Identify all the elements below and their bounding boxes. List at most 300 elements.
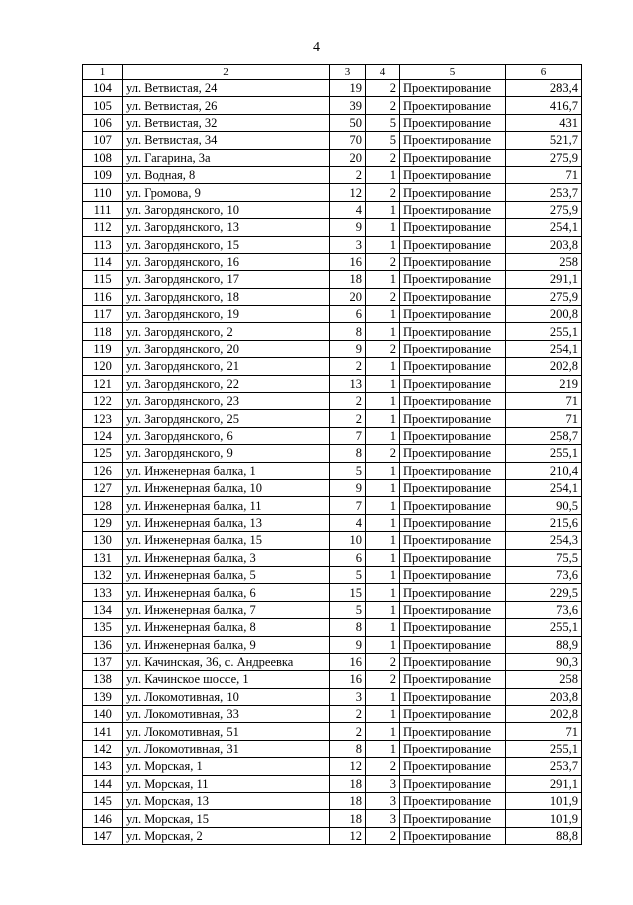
col-3-cell: 9 [330,219,366,236]
row-number-cell: 104 [83,80,123,97]
area-cell: 275,9 [506,288,582,305]
stage-cell: Проектирование [400,201,506,218]
col-4-cell: 1 [366,619,400,636]
col-3-cell: 9 [330,636,366,653]
stage-cell: Проектирование [400,375,506,392]
address-cell: ул. Морская, 2 [123,827,330,844]
stage-cell: Проектирование [400,793,506,810]
row-number-cell: 142 [83,740,123,757]
stage-cell: Проектирование [400,236,506,253]
stage-cell: Проектирование [400,114,506,131]
header-col-1: 1 [83,65,123,80]
stage-cell: Проектирование [400,688,506,705]
col-3-cell: 13 [330,375,366,392]
area-cell: 200,8 [506,306,582,323]
stage-cell: Проектирование [400,340,506,357]
table-row [83,514,582,531]
address-cell: ул. Качинская, 36, с. Андреевка [123,653,330,670]
table-row [83,706,582,723]
table-row [83,340,582,357]
stage-cell: Проектирование [400,132,506,149]
row-number-cell: 115 [83,271,123,288]
housing-table [82,64,582,845]
area-cell: 255,1 [506,323,582,340]
address-cell: ул. Ветвистая, 24 [123,80,330,97]
stage-cell: Проектирование [400,601,506,618]
table-row [83,149,582,166]
col-3-cell: 6 [330,306,366,323]
row-number-cell: 147 [83,827,123,844]
col-3-cell: 7 [330,427,366,444]
address-cell: ул. Ветвистая, 26 [123,97,330,114]
col-4-cell: 2 [366,149,400,166]
row-number-cell: 144 [83,775,123,792]
stage-cell: Проектирование [400,584,506,601]
table-row [83,740,582,757]
area-cell: 75,5 [506,549,582,566]
area-cell: 254,1 [506,340,582,357]
address-cell: ул. Загордянского, 25 [123,410,330,427]
table-row [83,758,582,775]
table-row [83,653,582,670]
address-cell: ул. Инженерная балка, 9 [123,636,330,653]
table-row [83,80,582,97]
col-4-cell: 1 [366,688,400,705]
area-cell: 202,8 [506,706,582,723]
row-number-cell: 107 [83,132,123,149]
address-cell: ул. Загордянского, 21 [123,358,330,375]
area-cell: 258 [506,253,582,270]
row-number-cell: 125 [83,445,123,462]
address-cell: ул. Водная, 8 [123,166,330,183]
address-cell: ул. Загордянского, 20 [123,340,330,357]
stage-cell: Проектирование [400,97,506,114]
area-cell: 258,7 [506,427,582,444]
col-3-cell: 9 [330,479,366,496]
row-number-cell: 121 [83,375,123,392]
table-row [83,636,582,653]
col-4-cell: 1 [366,166,400,183]
address-cell: ул. Загордянского, 23 [123,393,330,410]
area-cell: 431 [506,114,582,131]
area-cell: 521,7 [506,132,582,149]
col-3-cell: 8 [330,323,366,340]
row-number-cell: 138 [83,671,123,688]
address-cell: ул. Загордянского, 18 [123,288,330,305]
col-4-cell: 1 [366,271,400,288]
col-3-cell: 20 [330,288,366,305]
col-4-cell: 1 [366,323,400,340]
stage-cell: Проектирование [400,827,506,844]
col-3-cell: 39 [330,97,366,114]
col-4-cell: 1 [366,393,400,410]
row-number-cell: 140 [83,706,123,723]
address-cell: ул. Инженерная балка, 8 [123,619,330,636]
col-4-cell: 2 [366,445,400,462]
area-cell: 254,3 [506,532,582,549]
row-number-cell: 132 [83,566,123,583]
table-row [83,775,582,792]
stage-cell: Проектирование [400,271,506,288]
col-3-cell: 8 [330,619,366,636]
area-cell: 101,9 [506,793,582,810]
col-3-cell: 12 [330,184,366,201]
row-number-cell: 119 [83,340,123,357]
area-cell: 219 [506,375,582,392]
address-cell: ул. Инженерная балка, 1 [123,462,330,479]
area-cell: 291,1 [506,271,582,288]
area-cell: 202,8 [506,358,582,375]
row-number-cell: 120 [83,358,123,375]
stage-cell: Проектирование [400,566,506,583]
table-row [83,271,582,288]
table-row [83,306,582,323]
table-row [83,393,582,410]
col-4-cell: 3 [366,793,400,810]
col-4-cell: 5 [366,132,400,149]
address-cell: ул. Загордянского, 16 [123,253,330,270]
col-4-cell: 5 [366,114,400,131]
table-row [83,201,582,218]
col-4-cell: 1 [366,375,400,392]
address-cell: ул. Загордянского, 15 [123,236,330,253]
stage-cell: Проектирование [400,636,506,653]
col-4-cell: 1 [366,201,400,218]
header-col-6: 6 [506,65,582,80]
area-cell: 275,9 [506,201,582,218]
area-cell: 71 [506,166,582,183]
table-row [83,584,582,601]
table-row [83,375,582,392]
area-cell: 275,9 [506,149,582,166]
col-4-cell: 1 [366,549,400,566]
table-row [83,97,582,114]
row-number-cell: 127 [83,479,123,496]
col-3-cell: 2 [330,358,366,375]
table-row [83,671,582,688]
area-cell: 88,8 [506,827,582,844]
row-number-cell: 108 [83,149,123,166]
table-row [83,427,582,444]
address-cell: ул. Локомотивная, 10 [123,688,330,705]
stage-cell: Проектирование [400,219,506,236]
address-cell: ул. Морская, 15 [123,810,330,827]
row-number-cell: 135 [83,619,123,636]
col-3-cell: 16 [330,653,366,670]
col-3-cell: 18 [330,793,366,810]
col-3-cell: 2 [330,393,366,410]
table-row [83,462,582,479]
area-cell: 71 [506,393,582,410]
table-row [83,619,582,636]
col-4-cell: 2 [366,340,400,357]
row-number-cell: 130 [83,532,123,549]
col-3-cell: 2 [330,706,366,723]
col-4-cell: 3 [366,810,400,827]
row-number-cell: 133 [83,584,123,601]
table-row [83,236,582,253]
col-4-cell: 1 [366,636,400,653]
address-cell: ул. Загордянского, 2 [123,323,330,340]
row-number-cell: 126 [83,462,123,479]
col-3-cell: 50 [330,114,366,131]
col-4-cell: 1 [366,219,400,236]
row-number-cell: 110 [83,184,123,201]
stage-cell: Проектирование [400,514,506,531]
stage-cell: Проектирование [400,532,506,549]
table-row [83,410,582,427]
col-3-cell: 2 [330,166,366,183]
table-row [83,723,582,740]
row-number-cell: 136 [83,636,123,653]
col-4-cell: 2 [366,288,400,305]
header-col-2: 2 [123,65,330,80]
area-cell: 71 [506,723,582,740]
stage-cell: Проектирование [400,479,506,496]
row-number-cell: 131 [83,549,123,566]
table-row [83,688,582,705]
col-3-cell: 2 [330,410,366,427]
row-number-cell: 143 [83,758,123,775]
row-number-cell: 137 [83,653,123,670]
row-number-cell: 116 [83,288,123,305]
area-cell: 73,6 [506,601,582,618]
address-cell: ул. Загордянского, 19 [123,306,330,323]
table-row [83,323,582,340]
table-row [83,288,582,305]
area-cell: 101,9 [506,810,582,827]
stage-cell: Проектирование [400,410,506,427]
col-4-cell: 2 [366,80,400,97]
stage-cell: Проектирование [400,306,506,323]
col-4-cell: 1 [366,462,400,479]
address-cell: ул. Инженерная балка, 5 [123,566,330,583]
address-cell: ул. Морская, 1 [123,758,330,775]
stage-cell: Проектирование [400,497,506,514]
stage-cell: Проектирование [400,462,506,479]
col-3-cell: 8 [330,445,366,462]
area-cell: 254,1 [506,479,582,496]
address-cell: ул. Инженерная балка, 15 [123,532,330,549]
stage-cell: Проектирование [400,671,506,688]
row-number-cell: 129 [83,514,123,531]
address-cell: ул. Ветвистая, 32 [123,114,330,131]
stage-cell: Проектирование [400,445,506,462]
col-3-cell: 3 [330,688,366,705]
address-cell: ул. Морская, 13 [123,793,330,810]
col-3-cell: 16 [330,253,366,270]
col-4-cell: 1 [366,306,400,323]
col-3-cell: 12 [330,758,366,775]
col-4-cell: 2 [366,184,400,201]
row-number-cell: 134 [83,601,123,618]
table-row [83,810,582,827]
row-number-cell: 113 [83,236,123,253]
col-3-cell: 10 [330,532,366,549]
address-cell: ул. Ветвистая, 34 [123,132,330,149]
col-3-cell: 5 [330,566,366,583]
table-row [83,479,582,496]
col-3-cell: 16 [330,671,366,688]
area-cell: 215,6 [506,514,582,531]
area-cell: 71 [506,410,582,427]
stage-cell: Проектирование [400,253,506,270]
row-number-cell: 109 [83,166,123,183]
area-cell: 210,4 [506,462,582,479]
row-number-cell: 128 [83,497,123,514]
col-4-cell: 1 [366,740,400,757]
col-4-cell: 1 [366,427,400,444]
col-3-cell: 2 [330,723,366,740]
col-3-cell: 7 [330,497,366,514]
area-cell: 253,7 [506,184,582,201]
col-3-cell: 70 [330,132,366,149]
table-row [83,253,582,270]
area-cell: 90,5 [506,497,582,514]
row-number-cell: 112 [83,219,123,236]
address-cell: ул. Загордянского, 9 [123,445,330,462]
col-3-cell: 6 [330,549,366,566]
table-row [83,445,582,462]
stage-cell: Проектирование [400,393,506,410]
col-4-cell: 1 [366,584,400,601]
area-cell: 254,1 [506,219,582,236]
header-col-4: 4 [366,65,400,80]
table-header-row [83,65,582,80]
stage-cell: Проектирование [400,166,506,183]
stage-cell: Проектирование [400,80,506,97]
stage-cell: Проектирование [400,775,506,792]
stage-cell: Проектирование [400,723,506,740]
col-4-cell: 1 [366,532,400,549]
col-4-cell: 2 [366,827,400,844]
address-cell: ул. Загордянского, 17 [123,271,330,288]
col-4-cell: 2 [366,253,400,270]
stage-cell: Проектирование [400,184,506,201]
table-row [83,358,582,375]
row-number-cell: 124 [83,427,123,444]
address-cell: ул. Инженерная балка, 13 [123,514,330,531]
area-cell: 283,4 [506,80,582,97]
address-cell: ул. Инженерная балка, 11 [123,497,330,514]
col-3-cell: 18 [330,810,366,827]
col-4-cell: 2 [366,97,400,114]
area-cell: 255,1 [506,619,582,636]
col-3-cell: 15 [330,584,366,601]
area-cell: 255,1 [506,445,582,462]
area-cell: 258 [506,671,582,688]
table-row [83,566,582,583]
table-row [83,827,582,844]
stage-cell: Проектирование [400,358,506,375]
table-row [83,497,582,514]
address-cell: ул. Инженерная балка, 10 [123,479,330,496]
stage-cell: Проектирование [400,288,506,305]
col-3-cell: 12 [330,827,366,844]
address-cell: ул. Локомотивная, 51 [123,723,330,740]
address-cell: ул. Громова, 9 [123,184,330,201]
col-4-cell: 2 [366,758,400,775]
col-4-cell: 1 [366,601,400,618]
row-number-cell: 117 [83,306,123,323]
address-cell: ул. Локомотивная, 31 [123,740,330,757]
area-cell: 229,5 [506,584,582,601]
row-number-cell: 122 [83,393,123,410]
col-3-cell: 5 [330,601,366,618]
address-cell: ул. Морская, 11 [123,775,330,792]
table-body [83,65,582,845]
table-row [83,601,582,618]
col-4-cell: 1 [366,497,400,514]
area-cell: 203,8 [506,236,582,253]
row-number-cell: 118 [83,323,123,340]
area-cell: 416,7 [506,97,582,114]
table-row [83,793,582,810]
address-cell: ул. Инженерная балка, 6 [123,584,330,601]
area-cell: 203,8 [506,688,582,705]
row-number-cell: 123 [83,410,123,427]
area-cell: 253,7 [506,758,582,775]
col-4-cell: 1 [366,514,400,531]
col-4-cell: 1 [366,236,400,253]
col-3-cell: 19 [330,80,366,97]
header-col-5: 5 [400,65,506,80]
area-cell: 291,1 [506,775,582,792]
col-3-cell: 9 [330,340,366,357]
row-number-cell: 145 [83,793,123,810]
header-col-3: 3 [330,65,366,80]
stage-cell: Проектирование [400,619,506,636]
area-cell: 90,3 [506,653,582,670]
stage-cell: Проектирование [400,149,506,166]
col-3-cell: 4 [330,514,366,531]
col-3-cell: 18 [330,775,366,792]
col-3-cell: 4 [330,201,366,218]
address-cell: ул. Загордянского, 22 [123,375,330,392]
col-3-cell: 3 [330,236,366,253]
col-3-cell: 5 [330,462,366,479]
row-number-cell: 146 [83,810,123,827]
stage-cell: Проектирование [400,706,506,723]
table-row [83,114,582,131]
row-number-cell: 105 [83,97,123,114]
table-row [83,132,582,149]
col-4-cell: 1 [366,358,400,375]
col-4-cell: 2 [366,653,400,670]
col-4-cell: 1 [366,706,400,723]
col-4-cell: 1 [366,410,400,427]
stage-cell: Проектирование [400,810,506,827]
row-number-cell: 111 [83,201,123,218]
area-cell: 73,6 [506,566,582,583]
address-cell: ул. Качинское шоссе, 1 [123,671,330,688]
col-3-cell: 18 [330,271,366,288]
area-cell: 88,9 [506,636,582,653]
col-3-cell: 8 [330,740,366,757]
table-row [83,549,582,566]
area-cell: 255,1 [506,740,582,757]
address-cell: ул. Инженерная балка, 3 [123,549,330,566]
col-4-cell: 2 [366,671,400,688]
row-number-cell: 106 [83,114,123,131]
row-number-cell: 141 [83,723,123,740]
table-row [83,184,582,201]
col-4-cell: 1 [366,479,400,496]
table-row [83,166,582,183]
row-number-cell: 114 [83,253,123,270]
row-number-cell: 139 [83,688,123,705]
stage-cell: Проектирование [400,549,506,566]
